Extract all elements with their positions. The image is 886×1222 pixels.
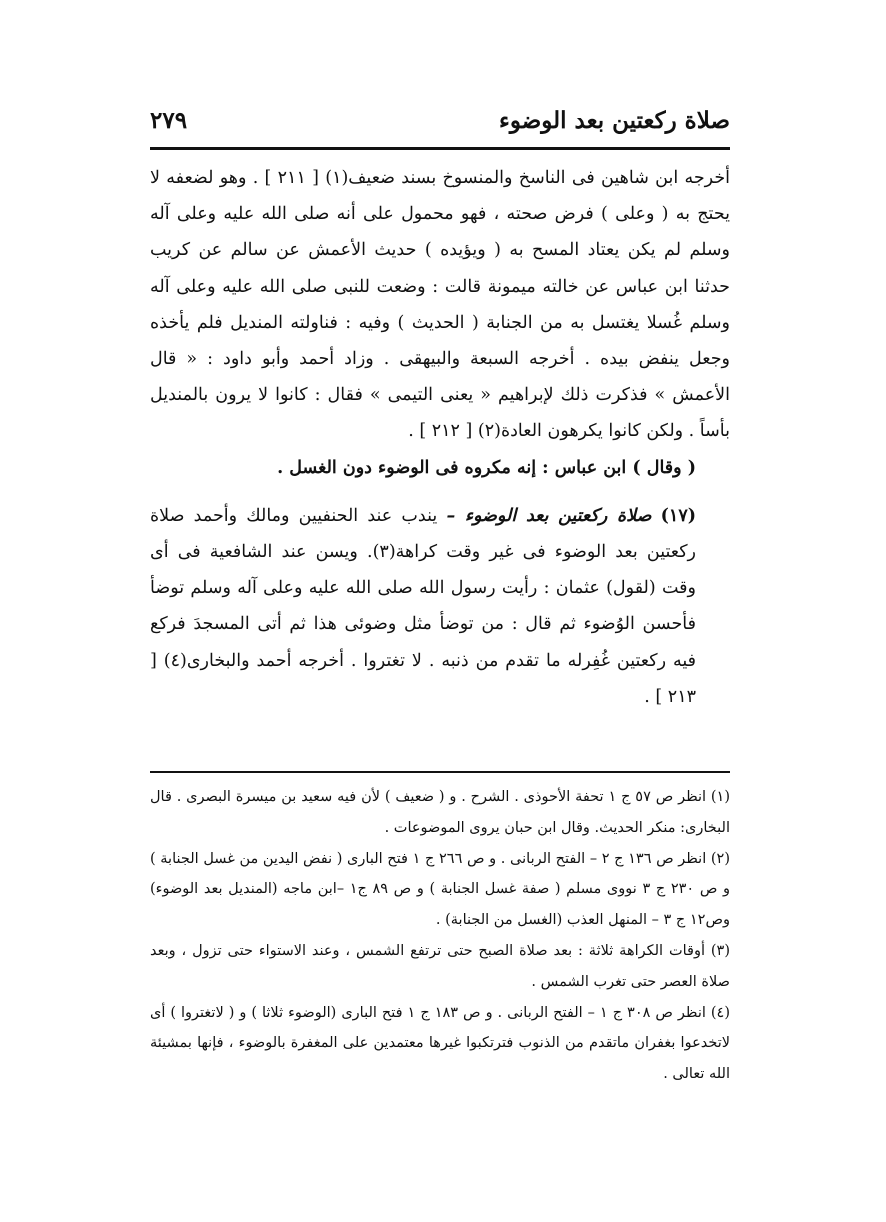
header-rule (150, 147, 730, 150)
section-number: (١٧) (660, 505, 697, 526)
paragraph: أخرجه ابن شاهين فى الناسخ والمنسوخ بسند ضعيف(١) [ ٢١١ ] . وهو لضعفه لا يحتج به ( وعلى ) فرض صحته ، فهو محمول على أنه صلى الله عليه وعلى آله وسلم لم يكن يعتاد المسح به ( ويؤيده ) حديث الأعمش عن سالم عن كريب حدثنا ابن عباس عن خالته ميمونة قالت : وضعت للنبى صلى الله عليه وعلى آله وسلم غُسلا يغتسل به من الجنابة ( الحديث ) وفيه : فناولته المنديل فلم يأخذه وجعل ينفض بيده . أخرجه السبعة والبيهقى . وزاد أحمد وأبو داود : « قال الأعمش » فذكرت ذلك لإبراهيم « يعنى التيمى » فقال : كانوا لا يرون بالمنديل بأساً . ولكن كانوا يكرهون العادة(٢) [ ٢١٢ ] . (150, 168, 731, 442)
footnote-3: (٣) أوقات الكراهة ثلاثة : بعد صلاة الصبح حتى ترتفع الشمس ، وعند الاستواء حتى تزول ، وبعد صلاة العصر حتى تغرب الشمس . (150, 942, 730, 990)
footnotes (150, 782, 730, 1090)
footnote-2: (٢) انظر ص ١٣٦ ج ٢ – الفتح الربانى . و ص ٢٦٦ ج ١ فتح البارى ( نفض اليدين من غسل الجنابة ) و ص ٢٣٠ ج ٣ نووى مسلم ( صفة غسل الجنابة ) و ص ٨٩ ج١ –ابن ماجه (المنديل بعد الوضوء) وص١٢ ج ٣ – المنهل العذب (الغسل من الجنابة) . (150, 850, 730, 929)
footnote-4: (٤) انظر ص ٣٠٨ ج ١ – الفتح الربانى . و ص ١٨٣ ج ١ فتح البارى (الوضوء ثلاثا ) و ( لاتغتروا ) أى لاتخدعوا بغفران ماتقدم من الذنوب فترتكبوا غيرها معتمدين على المغفرة بالوضوء ، فإنها بمشيئة الله تعالى . (150, 1004, 730, 1083)
paragraph: ( وقال ) ابن عباس : إنه مكروه فى الوضوء دون الغسل . (277, 457, 696, 478)
section-title: صلاة ركعتين بعد الوضوء – (446, 505, 652, 526)
main-text (150, 160, 730, 715)
section-17 (150, 498, 730, 715)
footnote-1: (١) انظر ص ٥٧ ج ١ تحفة الأحوذى . الشرح . و ( ضعيف ) لأن فيه سعيد بن ميسرة البصرى . قال البخارى: منكر الحديث. وقال ابن حبان يروى الموضوعات . (150, 789, 730, 836)
section-text: يندب عند الحنفيين ومالك وأحمد صلاة ركعتين بعد الوضوء فى غير وقت كراهة(٣). ويسن عند الشافعية فى أى وقت (لقول) عثمان : رأيت رسول الله صلى الله عليه وعلى آله وسلم توضأ فأحسن الوُضوء ثم قال : من توضأ مثل وضوئى هذا ثم أتى المسجدَ فركع فيه ركعتين غُفِرله ما تقدم من ذنبه . لا تغتروا . أخرجه أحمد والبخارى(٤) [ ٢١٣ ] . (150, 505, 697, 707)
page-number: ٢٧٩ (150, 106, 188, 134)
footnote-rule (150, 771, 730, 773)
running-header (150, 98, 730, 142)
header-title: صلاة ركعتين بعد الوضوء (499, 106, 730, 134)
